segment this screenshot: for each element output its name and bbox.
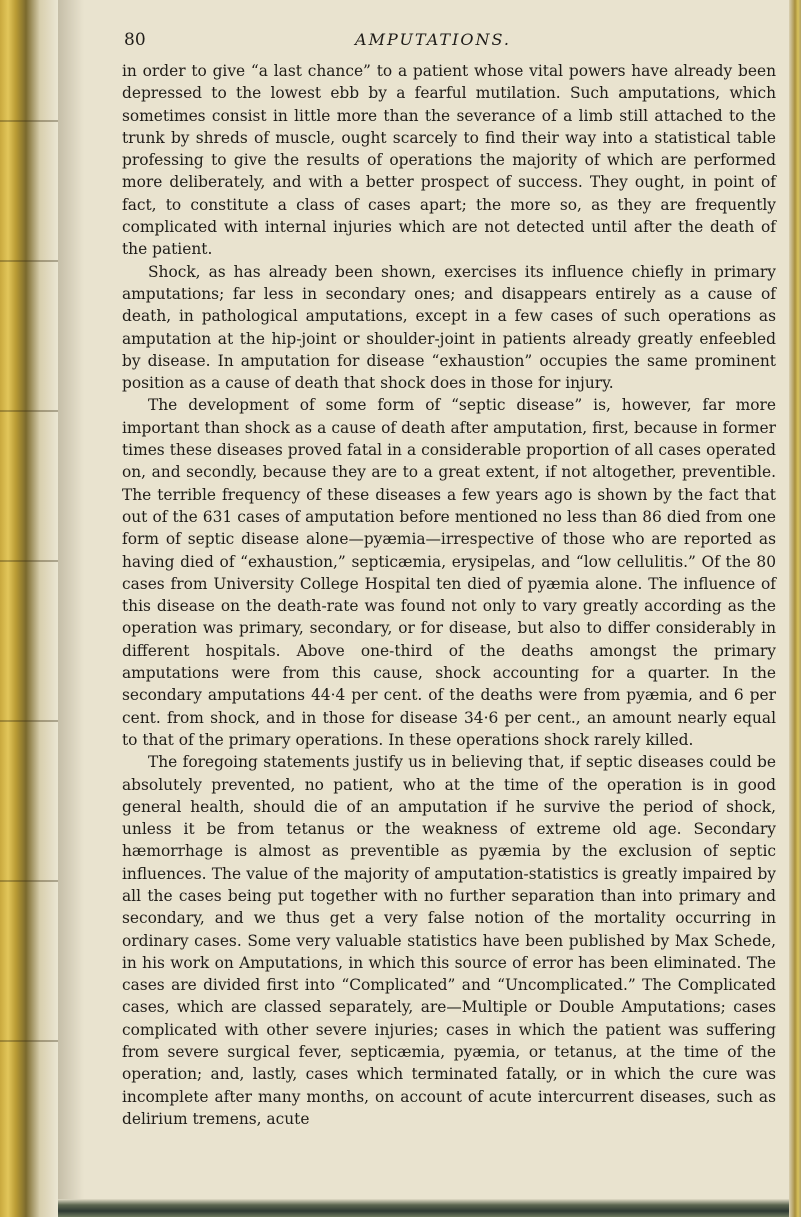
- page-number: 80: [124, 30, 146, 50]
- page-bottom-edge: [58, 1199, 789, 1217]
- running-head: [88, 30, 778, 58]
- running-title: AMPUTATIONS.: [355, 30, 511, 49]
- paragraph-septic-disease: The development of some form of “septic disease” is, however, far more important than shock as a cause of death after amputation, first, because in former times these diseases proved fatal in a considerable proportion of all cases operated on, and secondly, because they are to a great extent, if not altogether, preventible. The terrible frequency of these diseases a few years ago is shown by the fact that out of the 631 cases of amputation before mentioned no less than 86 died from one form of septic disease alone—pyæmia—irrespective of those who are reported as having died of “exhaustion,” septicæmia, erysipelas, and “low cellulitis.” Of the 80 cases from University College Hospital ten died of pyæmia alone. The influence of this disease on the death-rate was found not only to vary greatly according as the operation was primary, secondary, or for disease, but also to differ considerably in different hospitals. Above one-third of the deaths amongst the primary amputations were from this cause, shock accounting for a quarter. In the secondary amputations 44·4 per cent. of the deaths were from pyæmia, and 6 per cent. from shock, and in those for disease 34·6 per cent., an amount nearly equal to that of the primary operations. In these operations shock rarely killed.: [122, 396, 776, 749]
- paragraph-shock: Shock, as has already been shown, exercises its influence chiefly in primary amputations; far less in secondary ones; and disappears entirely as a cause of death, in pathological amputations, except in a few cases of such operations as amputation at the hip-joint or shoulder-joint in patients already greatly enfeebled by disease. In amputation for disease “exhaustion” occupies the same prominent position as a cause of death that shock does in those for injury.: [122, 262, 776, 393]
- page-right-edge: [789, 0, 801, 1217]
- body-text: [122, 60, 776, 1130]
- paragraph-continuation: in order to give “a last chance” to a patient whose vital powers have already been depressed to the lowest ebb by a fearful mutilation. Such amputations, which sometimes consist in little more than the severance of a limb still attached to the trunk by shreds of muscle, ought scarcely to find their way into a statistical table professing to give the results of operations the majority of which are performed more deliberately, and with a better prospect of success. They ought, in point of fact, to constitute a class of cases apart; the more so, as they are frequently complicated with internal injuries which are not detected until after the death of the patient.: [122, 62, 776, 259]
- book-binding-edge: [0, 0, 58, 1217]
- paragraph-foregoing-statements: The foregoing statements justify us in believing that, if septic diseases could be absolutely prevented, no patient, who at the time of the operation is in good general health, should die of an amputation if he survive the period of shock, unless it be from tetanus or the weakness of extreme old age. Secondary hæmorrhage is almost as preventible as pyæmia by the exclusion of septic influences. The value of the majority of amputation-statistics is greatly impaired by all the cases being put together with no further separation than into primary and secondary, and we thus get a very false notion of the mortality occurring in ordinary cases. Some very valuable statistics have been published by Max Schede, in his work on Amputations, in which this source of error has been eliminated. The cases are divided first into “Complicated” and “Uncomplicated.” The Complicated cases, which are classed separately, are—Multiple or Double Amputations; cases complicated with other severe injuries; cases in which the patient was suffering from severe surgical fever, septicæmia, pyæmia, or tetanus, at the time of the operation; and, lastly, cases which terminated fatally, or in which the cure was incomplete after many months, on account of acute intercurrent diseases, such as delirium tremens, acute: [122, 753, 776, 1128]
- gutter-shadow: [58, 0, 84, 1217]
- book-page: [88, 30, 778, 58]
